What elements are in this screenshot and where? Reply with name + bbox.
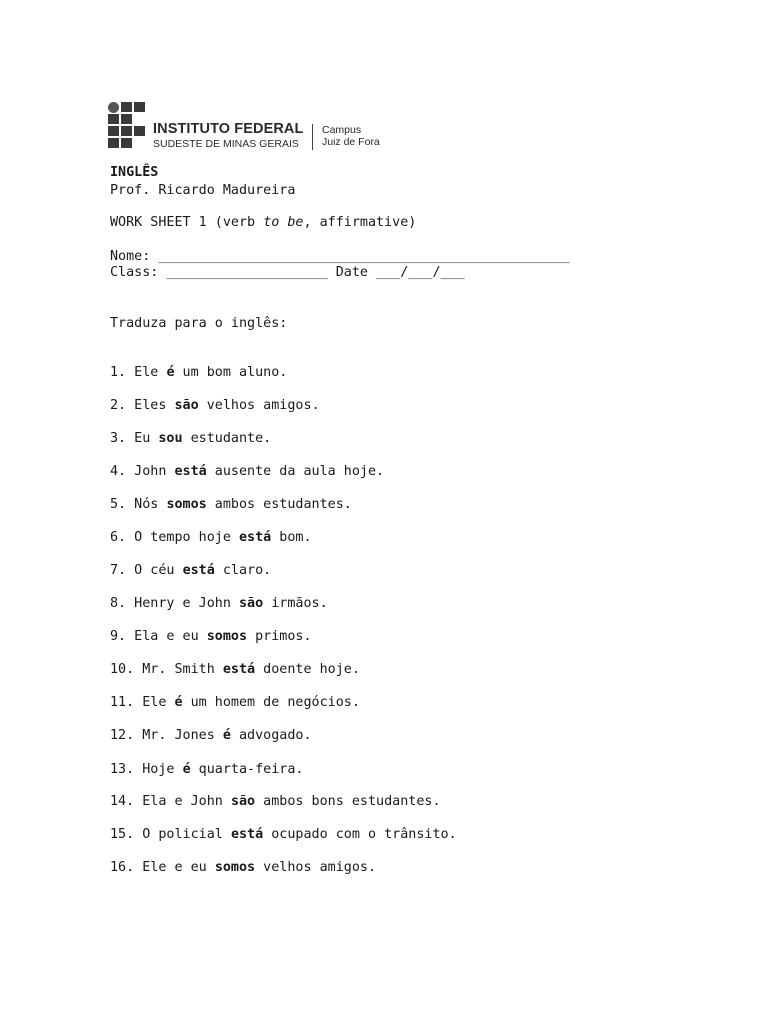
worksheet-title-suffix: , affirmative) xyxy=(303,215,417,230)
exercise-pre: 11. Ele xyxy=(110,695,175,710)
exercise-pre: 9. Ela e eu xyxy=(110,629,207,644)
exercise-item xyxy=(110,464,384,480)
exercise-item xyxy=(110,530,312,546)
institution-name: INSTITUTO FEDERAL xyxy=(153,121,304,137)
logo-grid-icon xyxy=(108,102,148,148)
exercise-post: ausente da aula hoje. xyxy=(206,464,385,479)
exercise-item xyxy=(110,794,441,810)
exercise-pre: 10. Mr. Smith xyxy=(110,662,223,677)
worksheet-title xyxy=(110,215,416,231)
exercise-pre: 13. Hoje xyxy=(110,762,183,777)
exercise-pre: 8. Henry e John xyxy=(110,596,239,611)
exercise-verb: está xyxy=(239,530,272,545)
exercise-pre: 7. O céu xyxy=(110,563,183,578)
class-date-line: Class: ____________________ Date ___/___/___ xyxy=(110,265,465,280)
exercise-verb: somos xyxy=(214,860,256,875)
exercise-verb: é xyxy=(222,728,231,743)
institution-subtitle: SUDESTE DE MINAS GERAIS xyxy=(153,138,299,150)
exercise-pre: 6. O tempo hoje xyxy=(110,530,239,545)
exercise-verb: está xyxy=(222,662,256,677)
campus-line-1: Campus xyxy=(322,124,362,136)
campus-line-2: Juiz de Fora xyxy=(322,136,380,148)
exercise-post: quarta-feira. xyxy=(190,762,304,777)
exercise-pre: 5. Nós xyxy=(110,497,167,512)
exercise-pre: 12. Mr. Jones xyxy=(110,728,223,743)
exercise-post: claro. xyxy=(214,563,272,578)
exercise-post: ambos estudantes. xyxy=(206,497,352,512)
exercise-post: primos. xyxy=(247,629,312,644)
campus-label xyxy=(322,124,380,148)
exercise-verb: são xyxy=(230,794,256,809)
exercise-verb: é xyxy=(182,762,191,777)
exercise-pre: 1. Ele xyxy=(110,365,167,380)
worksheet-title-emph: to be xyxy=(263,215,304,230)
subject-title: INGLÊS xyxy=(110,165,159,180)
exercise-post: doente hoje. xyxy=(255,662,360,677)
exercise-post: estudante. xyxy=(182,431,272,446)
exercise-verb: somos xyxy=(206,629,248,644)
exercise-item xyxy=(110,662,360,678)
exercise-item xyxy=(110,728,312,744)
exercise-item xyxy=(110,827,457,843)
exercise-post: advogado. xyxy=(230,728,312,743)
exercise-verb: é xyxy=(174,695,183,710)
exercise-item xyxy=(110,398,320,414)
exercise-item xyxy=(110,629,312,645)
exercise-verb: é xyxy=(166,365,175,380)
exercise-post: bom. xyxy=(271,530,312,545)
exercise-item xyxy=(110,596,328,612)
exercise-post: um bom aluno. xyxy=(174,365,288,380)
exercise-item xyxy=(110,497,352,513)
exercise-post: ocupado com o trânsito. xyxy=(263,827,457,842)
exercise-verb: são xyxy=(239,596,264,611)
exercise-post: irmãos. xyxy=(263,596,328,611)
exercise-pre: 3. Eu xyxy=(110,431,159,446)
exercise-post: ambos bons estudantes. xyxy=(255,794,441,809)
exercise-verb: somos xyxy=(166,497,207,512)
instruction-text: Traduza para o inglês: xyxy=(110,316,288,331)
logo-divider xyxy=(312,124,313,150)
exercise-verb: são xyxy=(174,398,199,413)
exercise-verb: sou xyxy=(158,431,183,446)
exercise-verb: está xyxy=(182,563,215,578)
exercise-item xyxy=(110,695,360,711)
exercise-pre: 16. Ele e eu xyxy=(110,860,215,875)
institution-logo xyxy=(108,102,408,152)
exercise-item xyxy=(110,563,271,579)
exercise-item xyxy=(110,365,287,381)
exercise-post: um homem de negócios. xyxy=(182,695,360,710)
exercise-post: velhos amigos. xyxy=(255,860,377,875)
worksheet-title-prefix: WORK SHEET 1 (verb xyxy=(110,215,264,230)
professor-name: Prof. Ricardo Madureira xyxy=(110,183,296,198)
exercise-item xyxy=(110,860,376,876)
exercise-item xyxy=(110,431,271,447)
exercise-pre: 14. Ela e John xyxy=(110,794,231,809)
exercise-verb: está xyxy=(174,464,207,479)
exercise-post: velhos amigos. xyxy=(198,398,320,413)
exercise-verb: está xyxy=(230,827,264,842)
exercise-item xyxy=(110,762,304,778)
exercise-pre: 2. Eles xyxy=(110,398,175,413)
exercise-pre: 15. O policial xyxy=(110,827,231,842)
name-field-line: Nome: ___________________________________________________ xyxy=(110,249,570,264)
exercise-pre: 4. John xyxy=(110,464,175,479)
